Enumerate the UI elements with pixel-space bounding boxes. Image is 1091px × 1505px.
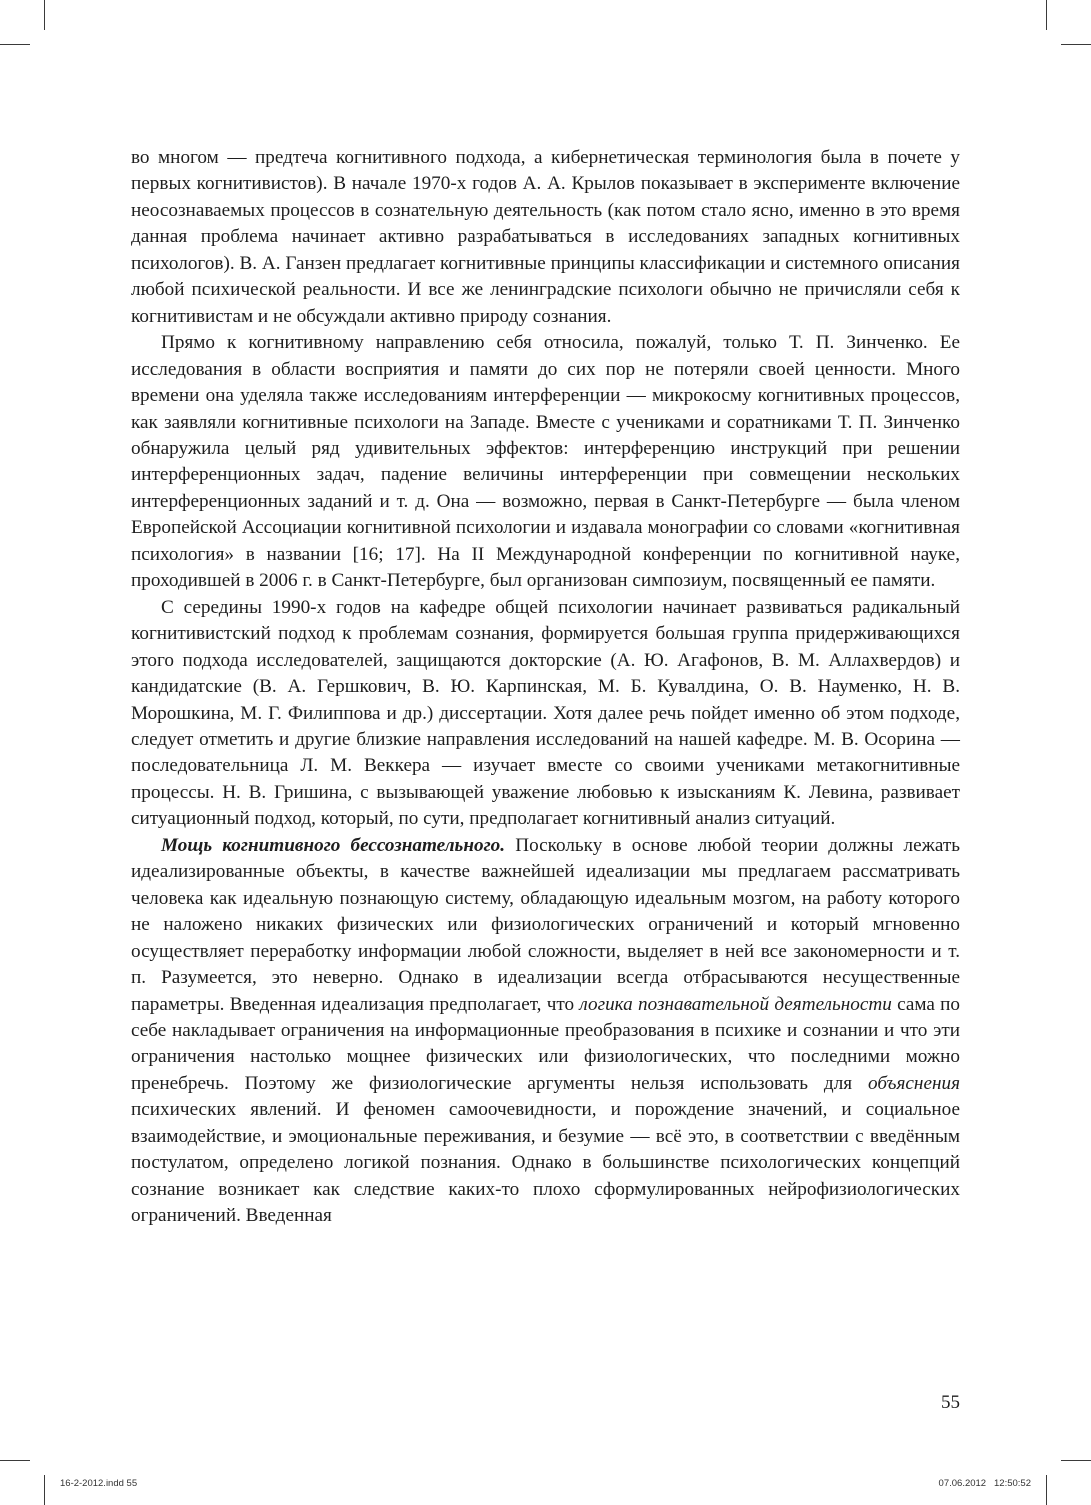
italic-phrase-explanation: объяснения [868, 1072, 960, 1094]
paragraph-3 [131, 595, 960, 833]
paragraph-4-text-c: психических явлений. И феномен самоочевидности, и порождение значений, и социальное взаимодействие, и эмоциональные переживания, и безумие — всё это, в соответствии с введённым постулатом, определено логикой познания. Однако в большинстве психологических концепций сознание возникает как следствие каких-то плохо сформулированных нейрофизиологических ограничений. Введенная [131, 1099, 960, 1227]
slug-timestamp: 07.06.2012 12:50:52 [938, 1478, 1031, 1489]
paragraph-2-text: Прямо к когнитивному направлению себя относила, пожалуй, только Т. П. Зинченко. Ее исследования в области восприятия и памяти до сих пор не потеряли своей ценности. Много времени она уделяла также исследованиям интерференции — микрокосму когнитивных процессов, как заявляли когнитивные психологи на Западе. Вместе с учениками и соратниками Т. П. Зинченко обнаружила целый ряд удивительных эффектов: интерференцию инструкций при решении интерференционных задач, падение величины интерференции при совмещении нескольких интерференционных заданий и т. д. Она — возможно, первая в Санкт-Петербурге — была членом Европейской Ассоциации когнитивной психологии и издавала монографии со словами «когнитивная психология» в названии [16; 17]. На II Международной конференции по когнитивной науке, проходившей в 2006 г. в Санкт-Петербурге, был организован симпозиум, посвященный ее памяти. [131, 332, 960, 592]
crop-mark-top-left-horizontal [0, 44, 30, 45]
crop-mark-top-left-vertical [44, 0, 45, 30]
paragraph-4-text-a: Поскольку в основе любой теории должны лежать идеализированные объекты, в качестве важнейшей идеализации мы предлагаем рассматривать человека как идеальную познающую систему, обладающую идеальным мозгом, на работу которого не наложено никаких физических или физиологических ограничений и который мгновенно осуществляет переработку информации любой сложности, выделяет в ней все закономерности и т. п. Разумеется, это неверно. Однако в идеализации всегда отбрасываются несущественные параметры. Введенная идеализация предполагает, что [131, 834, 961, 1015]
crop-mark-bottom-right-vertical [1046, 1475, 1047, 1505]
paragraph-2 [131, 330, 960, 595]
slug-file-info: 16-2-2012.indd 55 [60, 1478, 138, 1489]
paragraph-4-text-b: сама по себе накладывает ограничения на информационные преобразования в психике и сознании и что эти ограничения настолько мощнее физических или физиологических, что последними можно пренебречь. Поэтому же физиологические аргументы нельзя использовать для [131, 993, 961, 1094]
crop-mark-bottom-right-horizontal [1061, 1460, 1091, 1461]
paragraph-4 [131, 833, 960, 1230]
section-heading: Мощь когнитивного бессознательного. [161, 834, 506, 856]
crop-mark-bottom-left-vertical [44, 1475, 45, 1505]
paragraph-1 [131, 145, 960, 330]
crop-mark-top-right-horizontal [1061, 44, 1091, 45]
page-number: 55 [941, 1392, 960, 1413]
italic-phrase-logic: логика познавательной деятельности [579, 993, 892, 1015]
paragraph-3-text: С середины 1990-х годов на кафедре общей психологии начинает развиваться радикальный когнитивистский подход к проблемам сознания, формируется большая группа придерживающихся этого подхода исследователей, защищаются докторские (А. Ю. Агафонов, В. М. Аллахвердов) и кандидатские (В. А. Гершкович, В. Ю. Карпинская, М. Б. Кувалдина, О. В. Науменко, Н. В. Морошкина, М. Г. Филиппова и др.) диссертации. Хотя далее речь пойдет именно об этом подходе, следует отметить и другие близкие направления исследований на нашей кафедре. М. В. Осорина — последовательница Л. М. Веккера — изучает вместе со своими учениками метакогнитивные процессы. Н. В. Гришина, с вызывающей уважение любовью к изысканиям К. Левина, развивает ситуационный подход, который, по сути, предполагает когнитивный анализ ситуаций. [131, 596, 960, 830]
paragraph-1-text: во многом — предтеча когнитивного подхода, а кибернетическая терминология была в почете у первых когнитивистов). В начале 1970-х годов А. А. Крылов показывает в эксперименте включение неосознаваемых процессов в сознательную деятельность (как потом стало ясно, именно в это время данная проблема начинает активно разрабатываться в исследованиях западных когнитивных психологов). В. А. Ганзен предлагает когнитивные принципы классификации и системного описания любой психической реальности. И все же ленинградские психологи обычно не причисляли себя к когнитивистам и не обсуждали активно природу сознания. [131, 147, 960, 327]
crop-mark-bottom-left-horizontal [0, 1460, 30, 1461]
crop-mark-top-right-vertical [1046, 0, 1047, 30]
body-text [131, 145, 960, 1230]
